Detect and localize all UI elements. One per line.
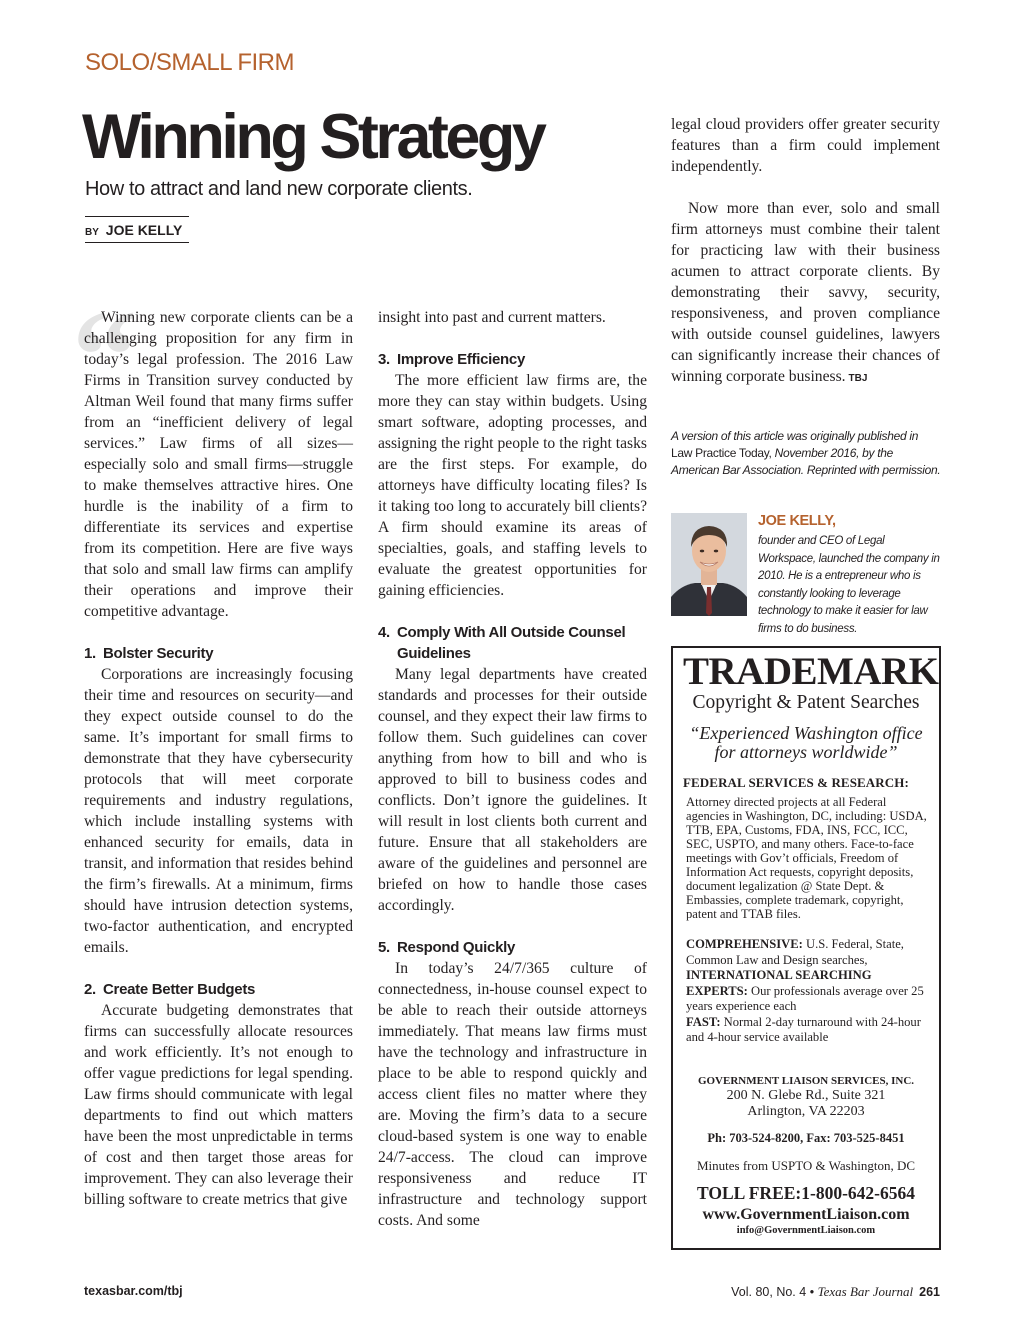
ad-subtitle: Copyright & Patent Searches bbox=[692, 692, 920, 713]
section-heading-1 bbox=[84, 643, 353, 664]
footer-bullet: • bbox=[809, 1285, 815, 1299]
section-title: Comply With All Outside Counsel bbox=[397, 624, 626, 641]
article-column-1 bbox=[72, 284, 353, 1210]
section-number: 1. bbox=[84, 645, 96, 662]
footer-url: texasbar.com/tbj bbox=[84, 1284, 183, 1298]
ad-comprehensive-text: U.S. Federal, State, Common Law and Design searches, bbox=[686, 937, 904, 967]
section-heading-4 bbox=[378, 622, 647, 664]
ad-title: TRADEMARK bbox=[683, 650, 939, 693]
ad-quote-line-1: “Experienced Washington office bbox=[689, 723, 923, 743]
section-number: 3. bbox=[378, 351, 390, 368]
note-publication: Law Practice Today, bbox=[671, 446, 772, 460]
ad-features bbox=[683, 937, 929, 1046]
conclusion-text: Now more than ever, solo and small firm attorneys must combine their talent for practicing law with their business acumen to attract corporate clients. By demonstrating their savvy, security, responsiveness, and proven compliance with outside counsel guidelines, lawyers can significantly increase their chances of winning corporate business. bbox=[671, 200, 940, 385]
ad-comprehensive-label: COMPREHENSIVE: bbox=[686, 937, 803, 951]
ad-quote-line-2: for attorneys worldwide” bbox=[714, 742, 898, 762]
ad-address-line-2: Arlington, VA 22203 bbox=[747, 1103, 865, 1119]
ad-services-text: Attorney directed projects at all Federal agencies in Washington, DC, including: USDA, TTB, EPA, Customs, FDA, INS, FCC, ICC, SEC, USPTO, and many others. Face-to-face meetings with Gov’t officials, Freedom of Information Act requests, copyright deposits, document legalization @ State Dept. & Embassies, complete trademark, copyright, patent and TTAB files. bbox=[686, 795, 927, 921]
ad-company: GOVERNMENT LIAISON SERVICES, INC. bbox=[697, 1074, 915, 1087]
trademark-advertisement bbox=[671, 646, 941, 1250]
bio-text: founder and CEO of Legal Workspace, launched the company in 2010. He is a entrepreneur who is constantly looking to leverage technology to make it easier for law firms to do business. bbox=[758, 535, 940, 635]
ad-minutes: Minutes from USPTO & Washington, DC bbox=[696, 1157, 916, 1173]
section-title: Respond Quickly bbox=[397, 939, 516, 956]
section-heading-5 bbox=[378, 937, 647, 958]
footer-page-number: 261 bbox=[919, 1285, 940, 1299]
ad-quote bbox=[683, 724, 929, 762]
article-intro: Winning new corporate clients can be a challenging proposition for any firm in today’s legal profession. The 2016 Law Firms in Transition survey conducted by Altman Weil found that many firms suffer from an “inefficient delivery of legal services.” Law firms of all sizes—especially solo and small firms—struggle to make themselves attractive hires. One hurdle is the inability of a firm to differentiate its services and expertise from its competition. Here are five ways that solo and small law firms can amplify their operations and improve their competitive advantage. bbox=[84, 309, 353, 620]
byline-author: JOE KELLY bbox=[105, 222, 183, 238]
section-title: Create Better Budgets bbox=[103, 981, 256, 998]
ad-fast-text: Normal 2-day turnaround with 24-hour and 4-hour service available bbox=[686, 1014, 921, 1044]
ad-experts-text: Our professionals average over 25 years experience each bbox=[686, 983, 924, 1013]
ad-email: info@GovernmentLiaison.com bbox=[736, 1224, 876, 1236]
section-body-4: Many legal departments have created standards and processes for their outside counsel, and they expect their law firms to follow them. Such guidelines can cover anything from how to bill and who is approved to bill to business codes and conflicts. Don’t ignore the guidelines. It will result in lost clients both current and future. Ensure that all stakeholders are aware of the guidelines and personnel are briefed on how to handle those cases accordingly. bbox=[378, 666, 647, 914]
footer-folio bbox=[731, 1284, 940, 1300]
author-photo bbox=[671, 513, 747, 616]
ad-services-heading: FEDERAL SERVICES & RESEARCH: bbox=[683, 775, 909, 790]
column-continuation: legal cloud providers offer greater security features than a firm could implement independently. bbox=[671, 116, 940, 175]
author-portrait bbox=[671, 513, 747, 616]
footer-volume: Vol. 80, No. 4 bbox=[731, 1285, 807, 1299]
section-number: 5. bbox=[378, 939, 390, 956]
section-title: Improve Efficiency bbox=[397, 351, 525, 368]
note-prefix: A version of this article was originally published in bbox=[671, 429, 919, 443]
ad-toll-free: TOLL FREE:1-800-642-6564 bbox=[697, 1182, 915, 1203]
ad-experts-label: EXPERTS: bbox=[686, 983, 748, 998]
footer-journal: Texas Bar Journal bbox=[817, 1284, 914, 1299]
bio-name: JOE KELLY, bbox=[758, 513, 836, 529]
section-label: SOLO/SMALL FIRM bbox=[85, 49, 294, 76]
section-heading-2 bbox=[84, 979, 353, 1000]
ad-international-label: INTERNATIONAL SEARCHING bbox=[686, 968, 872, 982]
section-title: Bolster Security bbox=[103, 645, 214, 662]
section-body-2: Accurate budgeting demonstrates that firms can successfully allocate resources and work efficiently. It’s not enough to offer vague predictions for legal spending. Law firms should communicate with legal departments to find out which matters have been the most unpredictable in terms of cost and then target those areas for improvement. They can also leverage their billing software to create metrics that give bbox=[84, 1002, 353, 1208]
article-conclusion bbox=[671, 198, 940, 389]
section-title-continued: Guidelines bbox=[397, 645, 471, 662]
section-number: 4. bbox=[378, 624, 390, 641]
ad-phone: Ph: 703-524-8200, Fax: 703-525-8451 bbox=[707, 1130, 905, 1145]
ad-website: www.GovernmentLiaison.com bbox=[702, 1205, 910, 1223]
section-heading-3 bbox=[378, 349, 647, 370]
article-column-3 bbox=[671, 114, 940, 389]
ad-fast-label: FAST: bbox=[686, 1014, 721, 1029]
note-suffix: November 2016, by the American Bar Association. Reprinted with permission. bbox=[671, 446, 941, 477]
dropquote-mark: “ bbox=[72, 284, 137, 428]
section-body-3: The more efficient law firms are, the more they can stay within budgets. Using smart software, adopting processes, and assigning the right people to the right tasks are the first steps. For example, do attorneys have difficulty locating files? Is it taking too long to accurately bill clients? A firm should examine its areas of specialties, goals, and staffing levels to evaluate the greatest opportunities for gaining efficiencies. bbox=[378, 372, 647, 599]
article-deck: How to attract and land new corporate clients. bbox=[85, 178, 473, 200]
ad-address-line-1: 200 N. Glebe Rd., Suite 321 bbox=[726, 1087, 886, 1103]
section-number: 2. bbox=[84, 981, 96, 998]
section-body-1: Corporations are increasingly focusing their time and resources on security—and they expect outside counsel to do the same. It’s important for small firms to demonstrate that they have cybersecurity protocols that will meet corporate requirements and industry regulations, which include installing systems with enhanced security for emails, data in transit, and information that resides behind the firm’s firewalls. At a minimum, firms should have intrusion detection systems, two-factor authentication, and encrypted emails. bbox=[84, 666, 353, 956]
end-mark: TBJ bbox=[848, 373, 868, 384]
byline-prefix: BY bbox=[85, 227, 99, 238]
column-continuation: insight into past and current matters. bbox=[378, 309, 606, 326]
byline bbox=[85, 216, 189, 243]
reprint-note bbox=[671, 428, 941, 479]
article-title: Winning Strategy bbox=[82, 102, 544, 172]
section-body-5: In today’s 24/7/365 culture of connectedness, in-house counsel expect to be able to reach their outside attorneys immediately. That means law firms must have the technology and infrastructure in place to be able to respond quickly and access client files no matter where they are. Moving the firm’s data to a secure cloud-based system is one way to enable 24/7-access. The cloud can improve responsiveness and reduce IT infrastructure and technology support costs. And some bbox=[378, 960, 647, 1229]
article-column-2 bbox=[378, 307, 647, 1231]
